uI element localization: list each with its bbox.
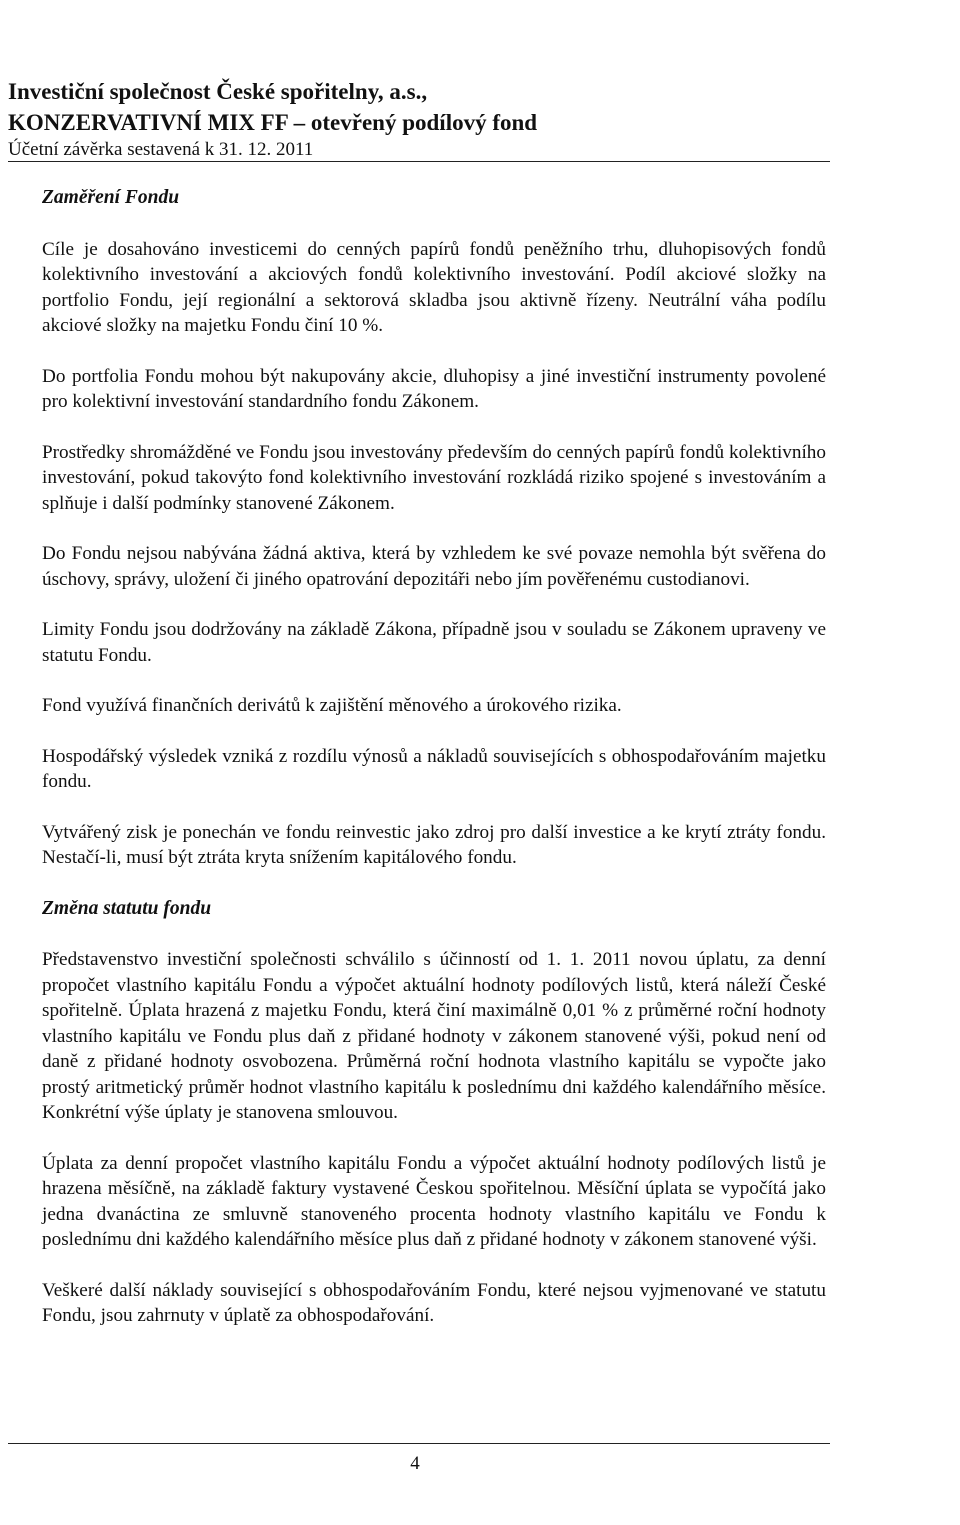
paragraph: Do portfolia Fondu mohou být nakupovány akcie, dluhopisy a jiné investiční instrumenty povolené pro kolektivní investování standardního fondu Zákonem. [42,365,826,412]
paragraph: Do Fondu nejsou nabývána žádná aktiva, která by vzhledem ke své povaze nemohla být svěřena do úschovy, správy, uložení či jiného opatrování depozitáři nebo jím pověřenému custodianovi. [42,543,826,590]
paragraph: Veškeré další náklady související s obhospodařováním Fondu, které nejsou vyjmenované ve statutu Fondu, jsou zahrnuty v úplatě za obhospodařování. [42,1279,826,1326]
paragraph: Cíle je dosahováno investicemi do cenných papírů fondů peněžního trhu, dluhopisových fondů kolektivního investování a akciových fondů kolektivního investování. Podíl akciové složky na portfolio Fondu, její regionální a sektorová skladba jsou aktivně řízeny. Neutrální váha podílu akciové složky na majetku Fondu činí 10 %. [42,238,826,336]
paragraph: Představenstvo investiční společnosti schválilo s účinností od 1. 1. 2011 novou úplatu, za denní propočet vlastního kapitálu Fondu a výpočet aktuální hodnoty podílových listů, která náleží České spořitelně. Úplata hrazená z majetku Fondu, která činí maximálně 0,01 % z průměrné roční hodnoty vlastního kapitálu ve Fondu plus daň z přidané hodnoty v zákonem stanovené výši, pokud není od daně z přidané hodnoty osvobozena. Průměrná roční hodnota vlastního kapitálu se vypočte jako prostý aritmetický průměr hodnot vlastního kapitálu k poslednímu dni každého kalendářního měsíce. Konkrétní výše úplaty je stanovena smlouvou. [42,949,826,1123]
document-body [42,185,826,1354]
section-title: Zaměření Fondu [42,187,180,208]
paragraph: Limity Fondu jsou dodržovány na základě Zákona, případně jsou v souladu se Zákonem upraveny ve statutu Fondu. [42,619,826,666]
header-divider [8,161,830,162]
document-header [8,76,828,162]
paragraph: Prostředky shromážděné ve Fondu jsou investovány především do cenných papírů fondů kolektivního investování, pokud takovýto fond kolektivního investování rozkládá riziko spojené s investováním a splňuje i další podmínky stanovené Zákonem. [42,441,826,514]
section-fund-focus [42,185,826,871]
paragraph: Hospodářský výsledek vzniká z rozdílu výnosů a nákladů souvisejících s obhospodařováním majetku fondu. [42,745,826,792]
section-title: Změna statutu fondu [42,897,212,919]
fund-name: KONZERVATIVNÍ MIX FF – otevřený podílový fond [8,110,538,135]
section-statute-change [42,896,826,1329]
paragraph: Úplata za denní propočet vlastního kapitálu Fondu a výpočet aktuální hodnoty podílových listů je hrazena měsíčně, na základě faktury vystavené Českou spořitelnou. Měsíční úplata se vypočítá jako jedna dvanáctina ze smluvně stanoveného procenta hodnoty vlastního kapitálu ve Fondu k poslednímu dni každého kalendářního měsíce plus daň z přidané hodnoty v zákonem stanovené výši. [42,1152,826,1250]
footer-divider [8,1443,830,1444]
paragraph: Fond využívá finančních derivátů k zajištění měnového a úrokového rizika. [42,695,622,716]
statement-date: Účetní závěrka sestavená k 31. 12. 2011 [8,139,314,160]
company-name: Investiční společnost České spořitelny, a.s., [8,79,428,104]
page-number: 4 [410,1453,420,1474]
paragraph: Vytvářený zisk je ponechán ve fondu reinvestic jako zdroj pro další investice a ke krytí ztráty fondu. Nestačí-li, musí být ztráta kryta snížením kapitálového fondu. [42,821,826,868]
